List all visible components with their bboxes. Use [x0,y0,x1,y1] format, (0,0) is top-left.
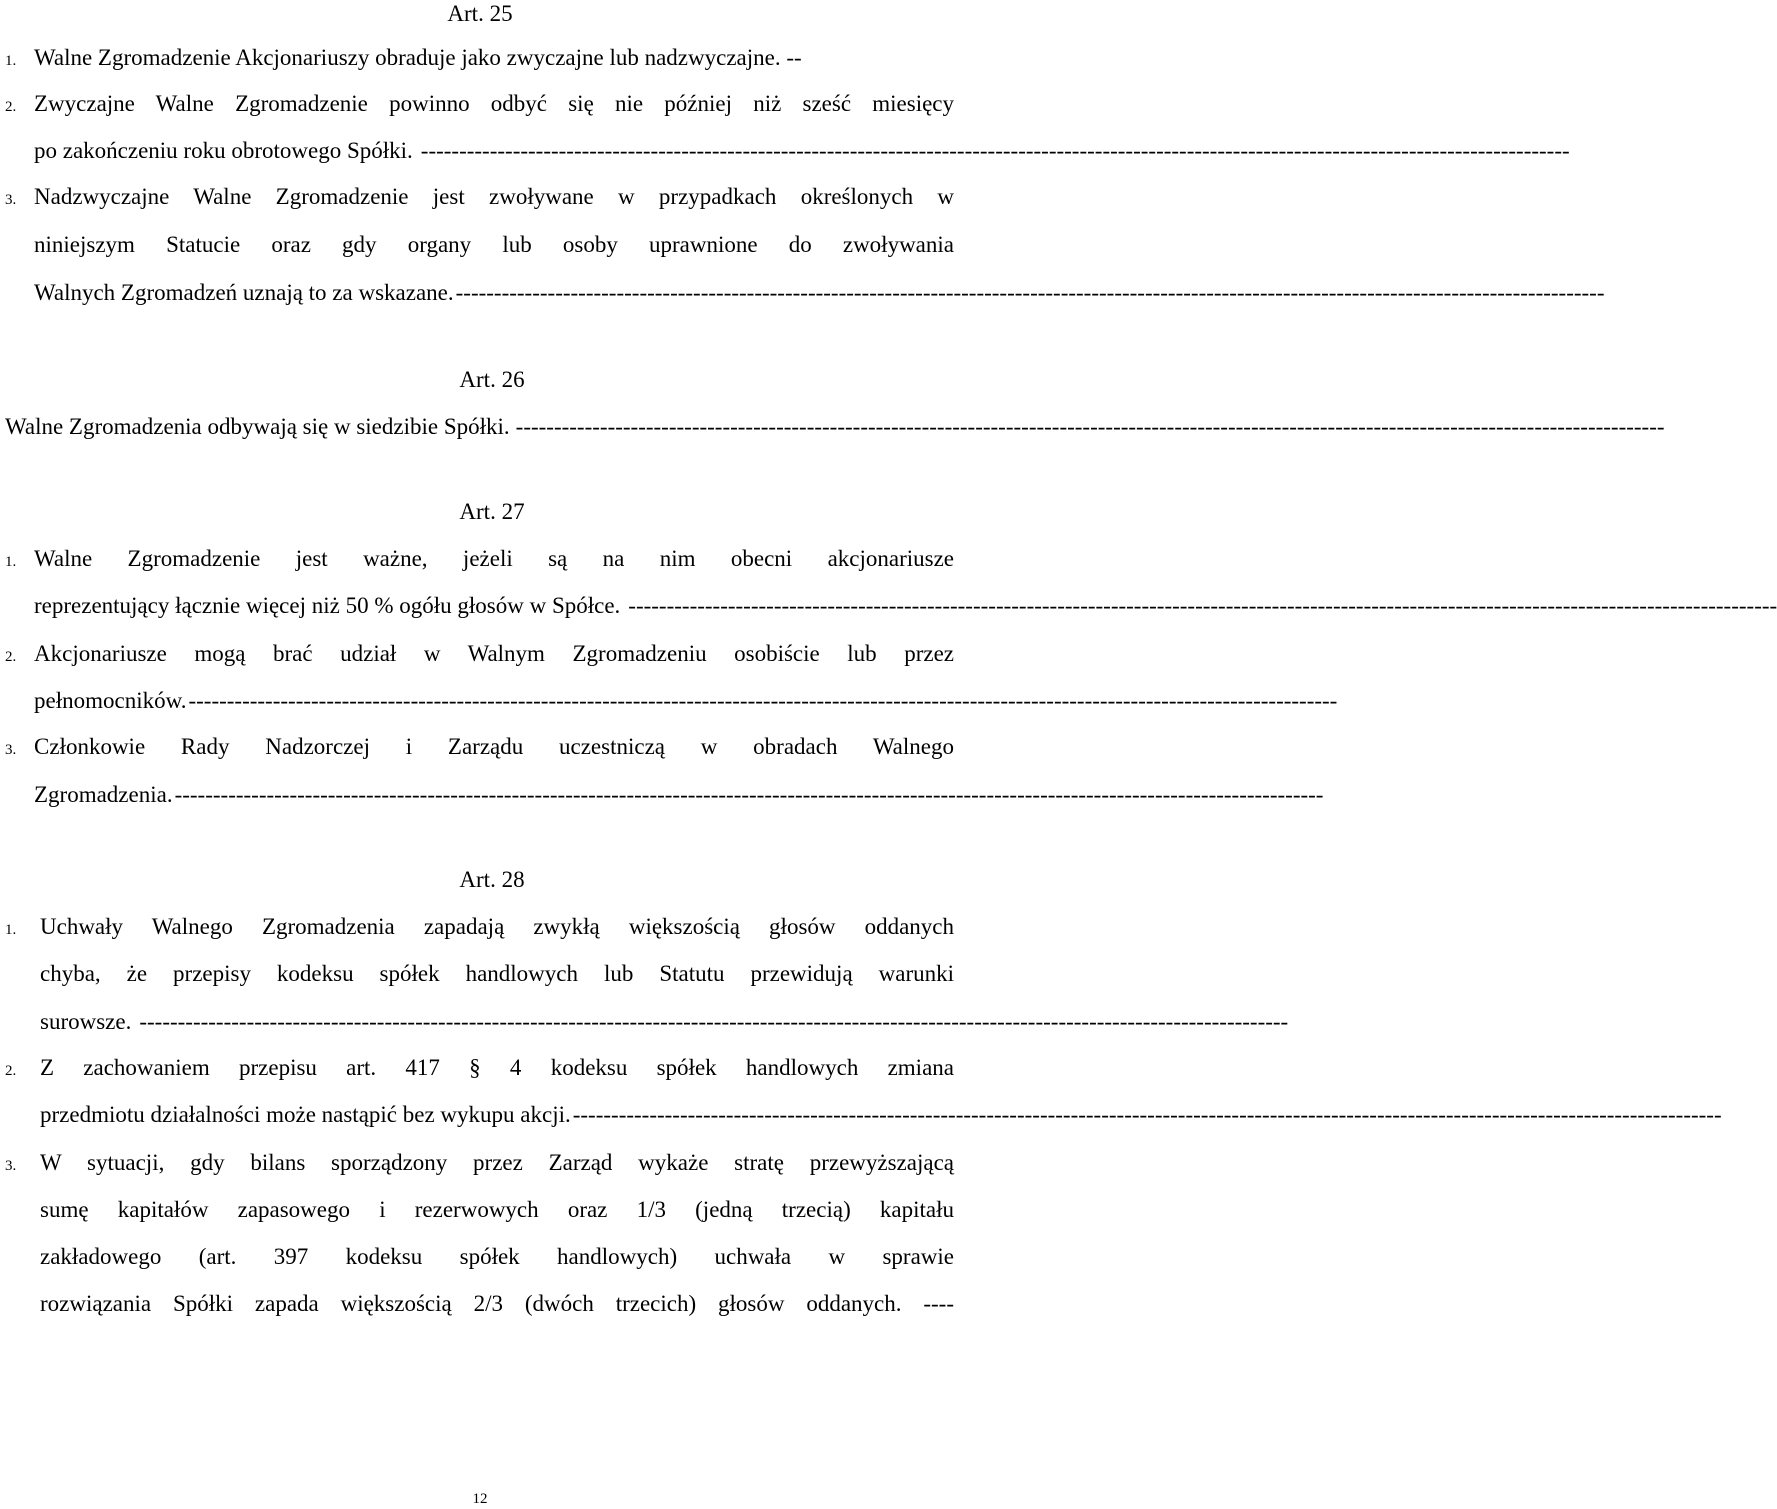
art28-item3-line1: W sytuacji, gdy bilans sporządzony przez Zarząd wykaże stratę przewyższającą [40,1150,954,1175]
art28-item2-line2-text: przedmiotu działalności może nastąpić bez wykupu akcji. [40,1102,571,1127]
art25-item2-line2 [34,137,1570,165]
art27-title: Art. 27 [459,499,525,524]
dash-filler: ------------------------------------------------------------------------------------------------------------------------------------------------------ [174,782,1324,807]
art25-item3-line3-text: Walnych Zgromadzeń uznają to za wskazane. [34,280,454,305]
art26-title: Art. 26 [459,367,525,392]
art25-item3-number: 3. [5,192,17,208]
art27-item2-line2-text: pełnomocników. [34,688,187,713]
art26-text-content: Walne Zgromadzenia odbywają się w siedzibie Spółki. [5,414,510,439]
art25-item2-line1: Zwyczajne Walne Zgromadzenie powinno odbyć się nie później niż sześć miesięcy [34,91,954,116]
dash-filler: ------------------------------------------------------------------------------------------------------------------------------------------------------ [455,280,1605,305]
art28-item1-line3 [40,1008,1289,1036]
art27-item2-line2 [34,687,1338,715]
art27-item3-line1: Członkowie Rady Nadzorczej i Zarządu uczestniczą w obradach Walnego [34,734,954,759]
art28-item3-number: 3. [5,1158,17,1174]
art27-item1-line1: Walne Zgromadzenie jest ważne, jeżeli są na nim obecni akcjonariusze [34,546,954,571]
dash-filler: ------------------------------------------------------------------------------------------------------------------------------------------------------ [188,688,1338,713]
art28-item2-line1: Z zachowaniem przepisu art. 417 § 4 kodeksu spółek handlowych zmiana [40,1055,954,1080]
art28-item3-line4: rozwiązania Spółki zapada większością 2/3 (dwóch trzecich) głosów oddanych. ---- [40,1291,954,1316]
art25-item1-text: Walne Zgromadzenie Akcjonariuszy obraduje jako zwyczajne lub nadzwyczajne. -- [34,45,802,70]
art28-item3-line2: sumę kapitałów zapasowego i rezerwowych oraz 1/3 (jedną trzecią) kapitału [40,1197,954,1222]
art25-item2-line2-text: po zakończeniu roku obrotowego Spółki. [34,138,413,163]
art25-title: Art. 25 [447,1,513,26]
art27-item3-line2-text: Zgromadzenia. [34,782,173,807]
art28-item1-line2: chyba, że przepisy kodeksu spółek handlowych lub Statutu przewidują warunki [40,961,954,986]
dash-filler: ------------------------------------------------------------------------------------------------------------------------------------------------------ [572,1102,1722,1127]
art28-item1-line1: Uchwały Walnego Zgromadzenia zapadają zwykłą większością głosów oddanych [40,914,954,939]
dash-filler: ------------------------------------------------------------------------------------------------------------------------------------------------------ [420,138,1570,163]
art27-item3-number: 3. [5,742,17,758]
dash-filler: ------------------------------------------------------------------------------------------------------------------------------------------------------ [139,1009,1289,1034]
art28-item1-line3-text: surowsze. [40,1009,132,1034]
art28-item3-line3: zakładowego (art. 397 kodeksu spółek handlowych) uchwała w sprawie [40,1244,954,1269]
art25-item1-number: 1. [5,53,17,69]
art28-item2-number: 2. [5,1063,17,1079]
dash-filler: ------------------------------------------------------------------------------------------------------------------------------------------------------ [515,414,1665,439]
art25-item3-line3 [34,279,1605,307]
art28-title: Art. 28 [459,867,525,892]
art27-item3-line2 [34,781,1324,809]
art25-item3-line2: niniejszym Statucie oraz gdy organy lub osoby uprawnione do zwoływania [34,232,954,257]
art28-item1-number: 1. [5,922,17,938]
art28-item2-line2 [40,1101,1722,1129]
art25-item3-line1: Nadzwyczajne Walne Zgromadzenie jest zwoływane w przypadkach określonych w [34,184,954,209]
art27-item1-line2 [34,592,1777,620]
art27-item2-number: 2. [5,649,17,665]
dash-filler: ------------------------------------------------------------------------------------------------------------------------------------------------------ [628,593,1777,618]
art27-item1-line2-text: reprezentujący łącznie więcej niż 50 % ogółu głosów w Spółce. [34,593,621,618]
art27-item2-line1: Akcjonariusze mogą brać udział w Walnym Zgromadzeniu osobiście lub przez [34,641,954,666]
page-number: 12 [472,1491,488,1507]
art27-item1-number: 1. [5,554,17,570]
art25-item2-number: 2. [5,99,17,115]
art26-text [5,413,1665,441]
